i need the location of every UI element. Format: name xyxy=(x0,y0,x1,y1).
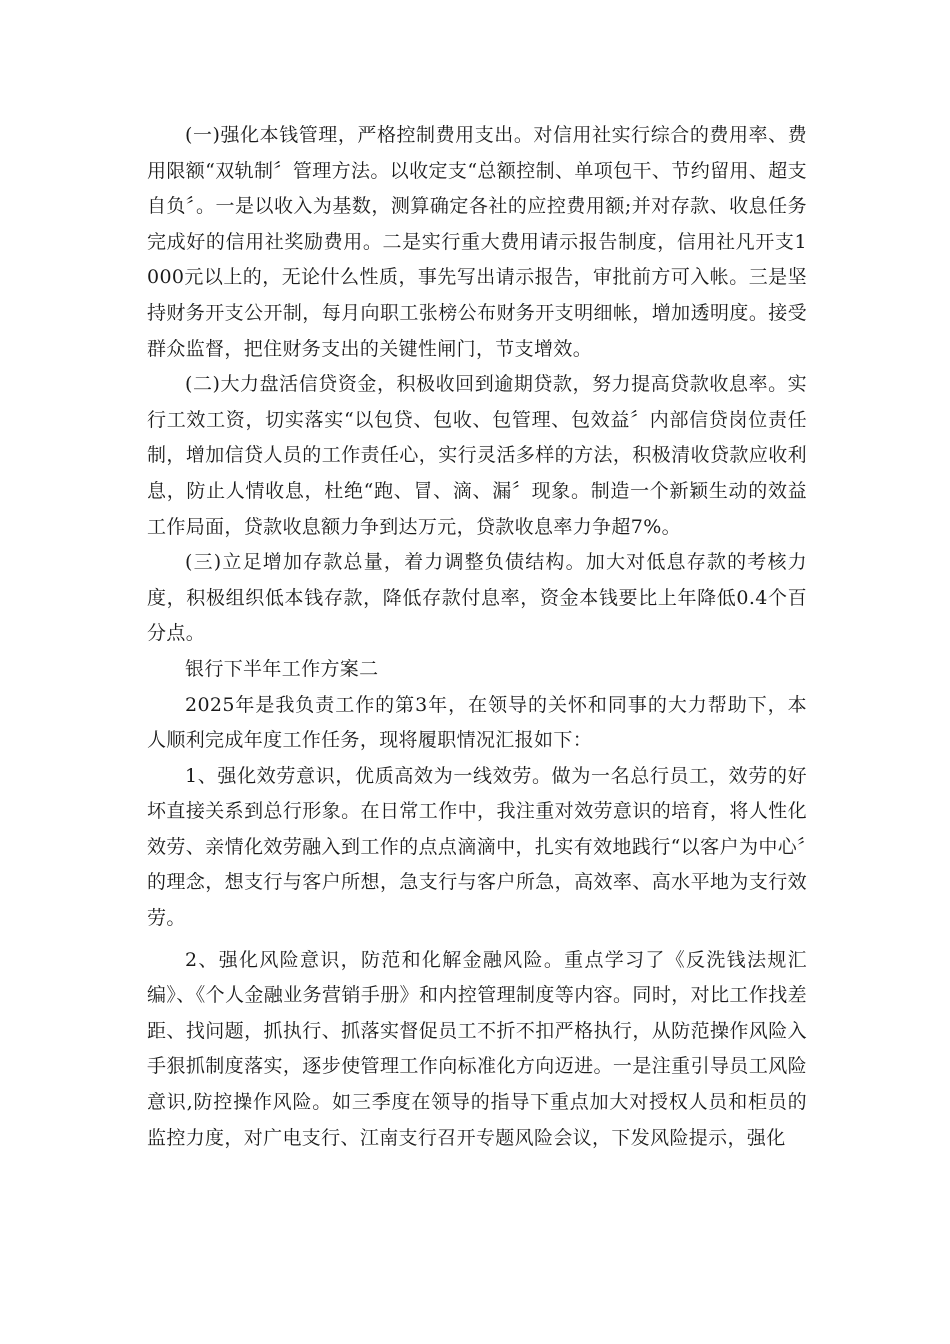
paragraph-service-awareness: 1、强化效劳意识，优质高效为一线效劳。做为一名总行员工，效劳的好坏直接关系到总行形象。在日常工作中，我注重对效劳意识的培育，将人性化效劳、亲情化效劳融入到工作的点点滴滴中，扎实有效地践行“以客户为中心〞的理念，想支行与客户所想，急支行与客户所急，高效率、高水平地为支行效劳。 xyxy=(147,764,807,930)
paragraph-cost-management: (一)强化本钱管理，严格控制费用支出。对信用社实行综合的费用率、费用限额“双轨制〞管理方法。以收定支“总额控制、单项包干、节约留用、超支自负〞。一是以收入为基数，测算确定各社的应控费用额;并对存款、收息任务完成好的信用社奖励费用。二是实行重大费用请示报告制度，信用社凡开支1000元以上的，无论什么性质，事先写出请示报告，审批前方可入帐。三是坚持财务开支公开制，每月向职工张榜公布财务开支明细帐，增加透明度。接受群众监督，把住财务支出的关键性闸门，节支增效。 xyxy=(147,124,807,360)
paragraph-risk-awareness: 2、强化风险意识，防范和化解金融风险。重点学习了《反洗钱法规汇编》、《个人金融业务营销手册》和内控管理制度等内容。同时，对比工作找差距、找问题，抓执行、抓落实督促员工不折不扣严格执行，从防范操作风险入手狠抓制度落实，逐步使管理工作向标准化方向迈进。一是注重引导员工风险意识,防控操作风险。如三季度在领导的指导下重点加大对授权人员和柜员的监控力度，对广电支行、江南支行召开专题风险会议，下发风险提示，强化 xyxy=(147,948,807,1149)
paragraph-intro-2025: 2025年是我负责工作的第3年，在领导的关怀和同事的大力帮助下，本人顺利完成年度工作任务，现将履职情况汇报如下： xyxy=(147,693,807,752)
document-body xyxy=(147,118,807,1156)
paragraph-credit-funds: (二)大力盘活信贷资金，积极收回到逾期贷款，努力提高贷款收息率。实行工效工资，切实落实“以包贷、包收、包管理、包效益〞内部信贷岗位责任制，增加信贷人员的工作责任心，实行灵活多样的方法，积极清收贷款应收利息，防止人情收息，杜绝“跑、冒、滴、漏〞现象。制造一个新颖生动的效益工作局面，贷款收息额力争到达万元，贷款收息率力争超7%。 xyxy=(147,373,807,538)
section-heading-plan-two: 银行下半年工作方案二 xyxy=(185,657,379,680)
paragraph-deposits: (三)立足增加存款总量，着力调整负债结构。加大对低息存款的考核力度，积极组织低本钱存款，降低存款付息率，资金本钱要比上年降低0.4个百分点。 xyxy=(147,551,807,645)
